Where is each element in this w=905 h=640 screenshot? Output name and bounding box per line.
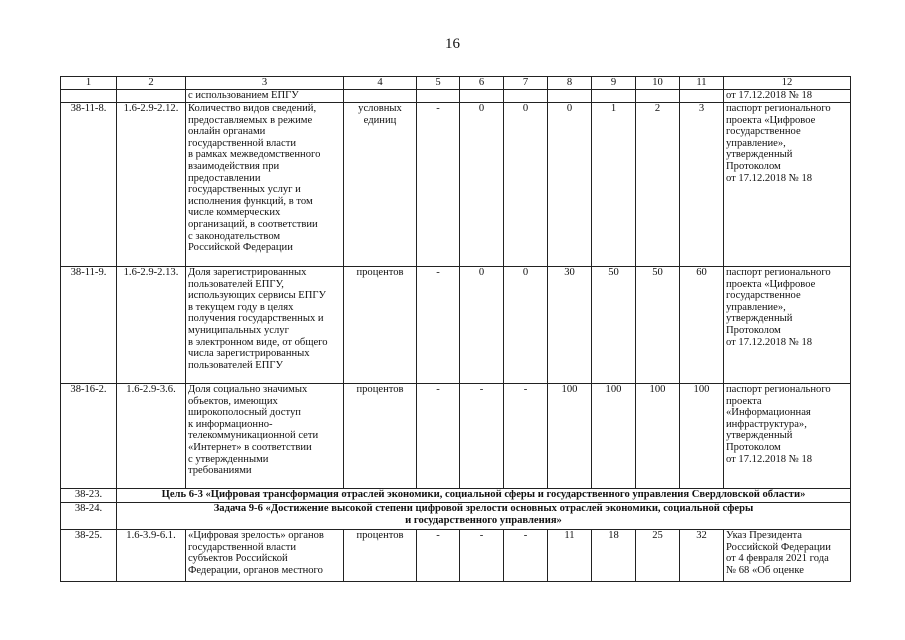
value-cell: 3 [680,103,724,267]
continuation-row [61,90,851,103]
value-cell: 11 [548,530,592,582]
value-cell: 0 [504,103,548,267]
value-cell: - [504,530,548,582]
header-cell: 3 [186,77,344,90]
value-cell: 50 [636,267,680,384]
header-cell: 11 [680,77,724,90]
num-cell: 38-16-2. [61,384,117,489]
unit-cell [344,90,417,103]
value-cell [548,90,592,103]
num-cell: 38-24. [61,503,117,530]
value-cell [460,90,504,103]
unit-cell: процентов [344,530,417,582]
code-cell: 1.6-2.9-2.13. [117,267,186,384]
num-cell: 38-23. [61,489,117,503]
source-cell: паспорт регионального проекта «Цифровое государственное управление», утвержденный Протоколом от 17.12.2018 № 18 [724,103,851,267]
goal-row [61,489,851,503]
value-cell [680,90,724,103]
header-cell: 12 [724,77,851,90]
value-cell: 0 [460,267,504,384]
value-cell: - [460,530,504,582]
value-cell: 1 [592,103,636,267]
table-row [61,384,851,489]
value-cell: - [417,103,460,267]
num-cell: 38-11-9. [61,267,117,384]
code-cell [117,90,186,103]
goal-title: Цель 6-3 «Цифровая трансформация отраслей экономики, социальной сферы и государственного управления Свердловской области» [117,489,851,503]
value-cell [592,90,636,103]
indicators-table [60,76,851,582]
table-row [61,530,851,582]
header-cell: 10 [636,77,680,90]
value-cell: 18 [592,530,636,582]
value-cell: 0 [504,267,548,384]
table-row [61,103,851,267]
value-cell [504,90,548,103]
task-row [61,503,851,530]
num-cell: 38-11-8. [61,103,117,267]
value-cell: 30 [548,267,592,384]
value-cell: 25 [636,530,680,582]
description-cell: «Цифровая зрелость» органов государственной власти субъектов Российской Федерации, органов местного [186,530,344,582]
code-cell: 1.6-2.9-2.12. [117,103,186,267]
value-cell: 0 [548,103,592,267]
header-cell: 8 [548,77,592,90]
task-title: Задача 9-6 «Достижение высокой степени цифровой зрелости основных отраслей экономики, социальной сферы и государственного управления» [117,503,851,530]
value-cell: 100 [548,384,592,489]
source-cell: Указ Президента Российской Федерации от 4 февраля 2021 года № 68 «Об оценке [724,530,851,582]
header-cell: 7 [504,77,548,90]
table-row [61,267,851,384]
value-cell: - [460,384,504,489]
value-cell: 100 [592,384,636,489]
header-cell: 4 [344,77,417,90]
description-cell: с использованием ЕПГУ [186,90,344,103]
description-cell: Доля зарегистрированных пользователей ЕПГУ, использующих сервисы ЕПГУ в текущем году в целях получения государственных и муниципальных услуг в электронном виде, от общего числа зарегистрированных пользователей ЕПГУ [186,267,344,384]
value-cell: 2 [636,103,680,267]
value-cell [636,90,680,103]
num-cell [61,90,117,103]
source-cell: паспорт регионального проекта «Цифровое государственное управление», утвержденный Протоколом от 17.12.2018 № 18 [724,267,851,384]
value-cell: 60 [680,267,724,384]
header-cell: 5 [417,77,460,90]
description-cell: Доля социально значимых объектов, имеющих широкополосный доступ к информационно- телекоммуникационной сети «Интернет» в соответствии с утвержденными требованиями [186,384,344,489]
num-cell: 38-25. [61,530,117,582]
value-cell [417,90,460,103]
value-cell: 50 [592,267,636,384]
unit-cell: процентов [344,267,417,384]
unit-cell: условных единиц [344,103,417,267]
header-row [61,77,851,90]
header-cell: 2 [117,77,186,90]
code-cell: 1.6-3.9-6.1. [117,530,186,582]
page-number: 16 [445,36,460,52]
source-cell: паспорт регионального проекта «Информационная инфраструктура», утвержденный Протоколом от 17.12.2018 № 18 [724,384,851,489]
value-cell: 0 [460,103,504,267]
header-cell: 9 [592,77,636,90]
value-cell: 100 [680,384,724,489]
value-cell: 32 [680,530,724,582]
code-cell: 1.6-2.9-3.6. [117,384,186,489]
unit-cell: процентов [344,384,417,489]
value-cell: - [417,384,460,489]
source-cell: от 17.12.2018 № 18 [724,90,851,103]
header-cell: 6 [460,77,504,90]
value-cell: - [417,530,460,582]
value-cell: - [417,267,460,384]
value-cell: - [504,384,548,489]
description-cell: Количество видов сведений, предоставляемых в режиме онлайн органами государственной власти в рамках межведомственного взаимодействия при предоставлении государственных услуг и исполнения функций, в том числе коммерческих организаций, в соответствии с законодательством Российской Федерации [186,103,344,267]
header-cell: 1 [61,77,117,90]
value-cell: 100 [636,384,680,489]
